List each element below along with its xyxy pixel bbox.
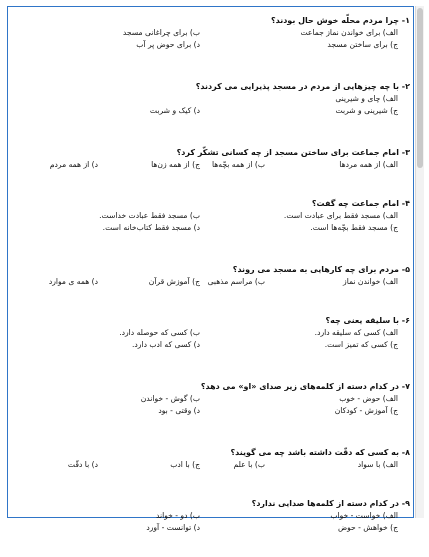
answer-option: ب) مسجد فقط عبادت خداست.	[99, 211, 200, 220]
answer-option: الف) با سواد	[357, 460, 398, 469]
options-row	[12, 28, 410, 40]
question-4	[12, 199, 410, 257]
options-row	[12, 277, 410, 289]
answer-option: ج) مسجد فقط بچّه‌ها است.	[310, 223, 398, 232]
question-title: ۲- با چه چیزهایی از مردم در مسجد پذیرایی می کردند؟	[195, 82, 410, 91]
question-3	[12, 148, 410, 191]
question-2	[12, 82, 410, 140]
answer-option: الف) از همه مردها	[339, 160, 398, 169]
answer-option: ج) آموزش قرآن	[148, 277, 200, 286]
question-title: ۸- به کسی که دقّت داشته باشد چه می گویند؟	[230, 448, 410, 457]
answer-option: الف) خواندن نماز	[343, 277, 398, 286]
question-title: ۵- مردم برای چه کارهایی به مسجد می روند؟	[232, 265, 410, 274]
question-title: ۳- امام جماعت برای ساختن مسجد از چه کسانی تشکّر کرد؟	[176, 148, 410, 157]
answer-option: د) وقتی - بود	[158, 406, 200, 415]
options-row	[12, 460, 410, 472]
answer-option: ج) خواهش - حوض	[337, 523, 398, 532]
answer-option: ج) از همه زن‌ها	[151, 160, 200, 169]
answer-option: ب) کسی که حوصله دارد.	[119, 328, 200, 337]
answer-option: ب) با علم	[233, 460, 265, 469]
answer-option: د) مسجد فقط کتاب‌خانه است.	[102, 223, 200, 232]
options-row	[12, 394, 410, 406]
scrollbar[interactable]	[415, 6, 424, 518]
question-title: ۹- در کدام دسته از کلمه‌ها صدایی ندارد؟	[251, 499, 410, 508]
answer-option: ب) دو - خواند	[156, 511, 200, 520]
options-row	[12, 106, 410, 118]
answer-option: ج) با ادب	[170, 460, 200, 469]
question-9	[12, 499, 410, 557]
answer-option: ج) شیرینی و شربت	[335, 106, 398, 115]
answer-option: د) از همه مردم	[49, 160, 98, 169]
answer-option: الف) برای خواندن نماز جماعت	[300, 28, 398, 37]
answer-option: د) توانست - آورد	[146, 523, 200, 532]
answer-option: د) کسی که ادب دارد.	[132, 340, 200, 349]
question-title: ۱- چرا مردم محلّه خوش حال بودند؟	[270, 16, 410, 25]
question-6	[12, 316, 410, 374]
question-8	[12, 448, 410, 491]
answer-option: ب) مراسم مذهبی	[207, 277, 265, 286]
answer-option: د) همه ی موارد	[48, 277, 98, 286]
answer-option: د) برای حوض پر آب	[136, 40, 200, 49]
answer-option: ج) آموزش - کودکان	[334, 406, 398, 415]
question-5	[12, 265, 410, 308]
options-row	[12, 211, 410, 223]
question-7	[12, 382, 410, 440]
options-row	[12, 406, 410, 418]
answer-option: د) کیک و شربت	[149, 106, 200, 115]
answer-option: الف) مسجد فقط برای عبادت است.	[283, 211, 398, 220]
options-row	[12, 94, 410, 106]
scrollbar-thumb[interactable]	[417, 8, 423, 168]
answer-option: ج) برای ساختن مسجد	[327, 40, 398, 49]
answer-option: الف) کسی که سلیقه دارد.	[314, 328, 398, 337]
answer-option: الف) چای و شیرینی	[335, 94, 398, 103]
options-row	[12, 340, 410, 352]
options-row	[12, 223, 410, 235]
answer-option: ب) برای چراغانی مسجد	[122, 28, 200, 37]
answer-option: الف) خواست - خواب	[330, 511, 398, 520]
answer-option: ب) گوش - خواندن	[140, 394, 200, 403]
answer-option: ج) کسی که تمیز است.	[324, 340, 398, 349]
answer-option: ب) از همه بچّه‌ها	[211, 160, 265, 169]
answer-option: د) با دقّت	[67, 460, 98, 469]
question-title: ۶- با سلیقه یعنی چه؟	[325, 316, 410, 325]
options-row	[12, 40, 410, 52]
options-row	[12, 511, 410, 523]
question-title: ۴- امام جماعت چه گفت؟	[311, 199, 410, 208]
question-1	[12, 16, 410, 74]
options-row	[12, 160, 410, 172]
options-row	[12, 328, 410, 340]
quiz-document	[12, 8, 410, 557]
answer-option: الف) حوض - خوب	[339, 394, 398, 403]
question-title: ۷- در کدام دسته از کلمه‌های زیر صدای «او» می دهد؟	[200, 382, 410, 391]
